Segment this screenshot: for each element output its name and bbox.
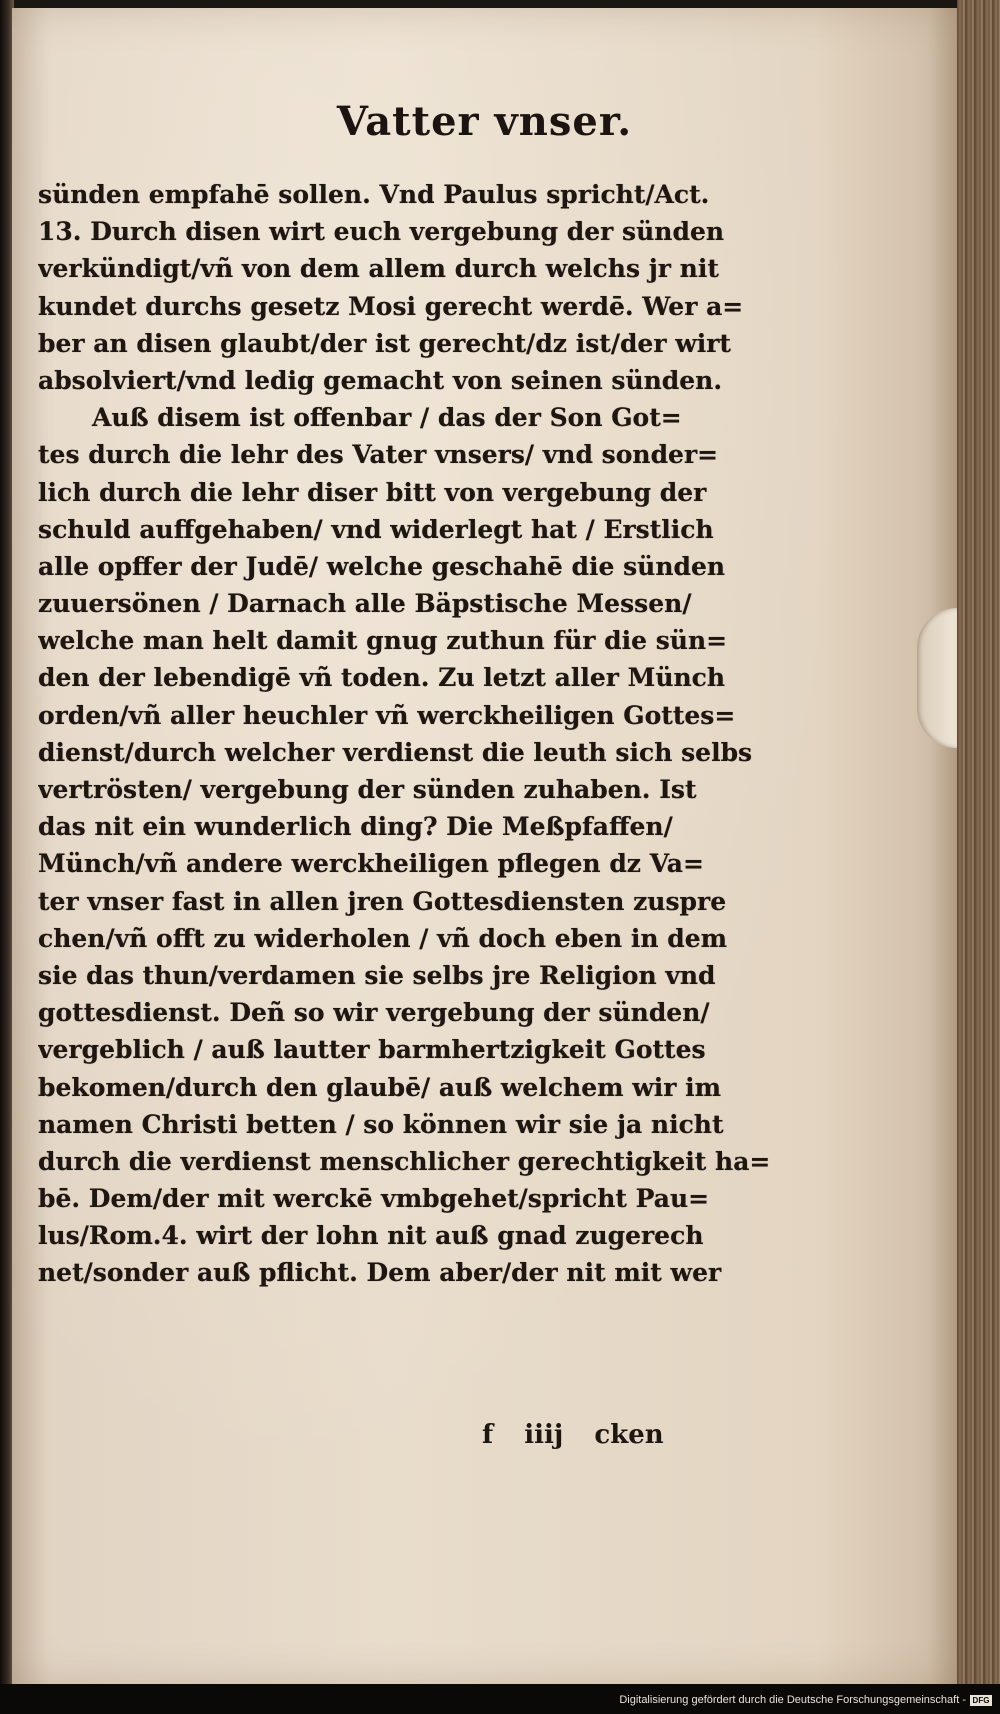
text-line: den der lebendigē vñ toden. Zu letzt aller Münch [38, 663, 726, 693]
book-page [12, 8, 957, 1684]
text-line: schuld auffgehaben/ vnd widerlegt hat / Erstlich [38, 514, 714, 544]
credit-text: Digitalisierung gefördert durch die Deutsche Forschungsgemeinschaft - [619, 1694, 966, 1706]
text-line: dienst/durch welcher verdienst die leuth sich selbs [38, 737, 753, 767]
text-line: absolviert/vnd ledig gemacht von seinen sünden. [38, 365, 723, 395]
text-line: tes durch die lehr des Vater vnsers/ vnd sonder= [38, 440, 719, 470]
text-line: ter vnser fast in allen jren Gottesdiensten zuspre [38, 886, 727, 916]
text-line: sie das thun/verdamen sie selbs jre Religion vnd [38, 960, 716, 990]
dfg-logo: DFG [970, 1695, 992, 1706]
text-line: ber an disen glaubt/der ist gerecht/dz ist/der wirt [38, 328, 731, 358]
text-line: durch die verdienst menschlicher gerechtigkeit ha= [38, 1146, 771, 1176]
signature-letter: f [482, 1420, 494, 1450]
page-tab-notch [917, 608, 957, 748]
text-line: net/sonder auß pflicht. Dem aber/der nit mit wer [38, 1258, 722, 1288]
text-line: das nit ein wunderlich ding? Die Meßpfaffen/ [38, 812, 673, 842]
text-line: Münch/vñ andere werckheiligen pflegen dz Va= [38, 849, 704, 879]
text-line: zuuersönen / Darnach alle Bäpstische Messen/ [38, 589, 692, 619]
catchword: cken [594, 1420, 664, 1450]
text-line: verkündigt/vñ von dem allem durch welchs jr nit [38, 254, 719, 284]
signature-numeral: iiij [524, 1420, 564, 1450]
text-line: bē. Dem/der mit werckē vmbgehet/spricht Pau= [38, 1184, 710, 1214]
dfg-credit [619, 1694, 992, 1706]
page-text-block [38, 176, 778, 1292]
text-line: lus/Rom.4. wirt der lohn nit auß gnad zugerech [38, 1221, 704, 1251]
text-line: vertrösten/ vergebung der sünden zuhaben. Ist [38, 775, 697, 804]
text-line: kundet durchs gesetz Mosi gerecht werdē. Wer a= [38, 291, 744, 321]
text-line: namen Christi betten / so können wir sie ja nicht [38, 1109, 724, 1139]
text-line: gottesdienst. Deñ so wir vergebung der sünden/ [38, 998, 710, 1028]
text-line: 13. Durch disen wirt euch vergebung der sünden [38, 217, 725, 247]
text-line: bekomen/durch den glaubē/ auß welchem wir im [38, 1072, 722, 1102]
text-line: lich durch die lehr diser bitt von vergebung der [38, 477, 707, 507]
text-line: welche man helt damit gnug zuthun für die sün= [38, 626, 728, 656]
text-line: chen/vñ offt zu widerholen / vñ doch eben in dem [38, 923, 728, 953]
text-line: vergeblich / auß lautter barmhertzigkeit Gottes [38, 1035, 706, 1065]
running-head: Vatter vnser. [336, 98, 633, 145]
text-line: alle opffer der Judē/ welche geschahē die sünden [38, 551, 726, 581]
text-line: orden/vñ aller heuchler vñ werckheiligen Gottes= [38, 700, 736, 730]
text-line: Auß disem ist offenbar / das der Son Got= [92, 403, 682, 433]
text-line: sünden empfahē sollen. Vnd Paulus spricht/Act. [38, 180, 710, 209]
page-stack-edges [957, 0, 1000, 1690]
signature-mark [482, 1420, 782, 1450]
